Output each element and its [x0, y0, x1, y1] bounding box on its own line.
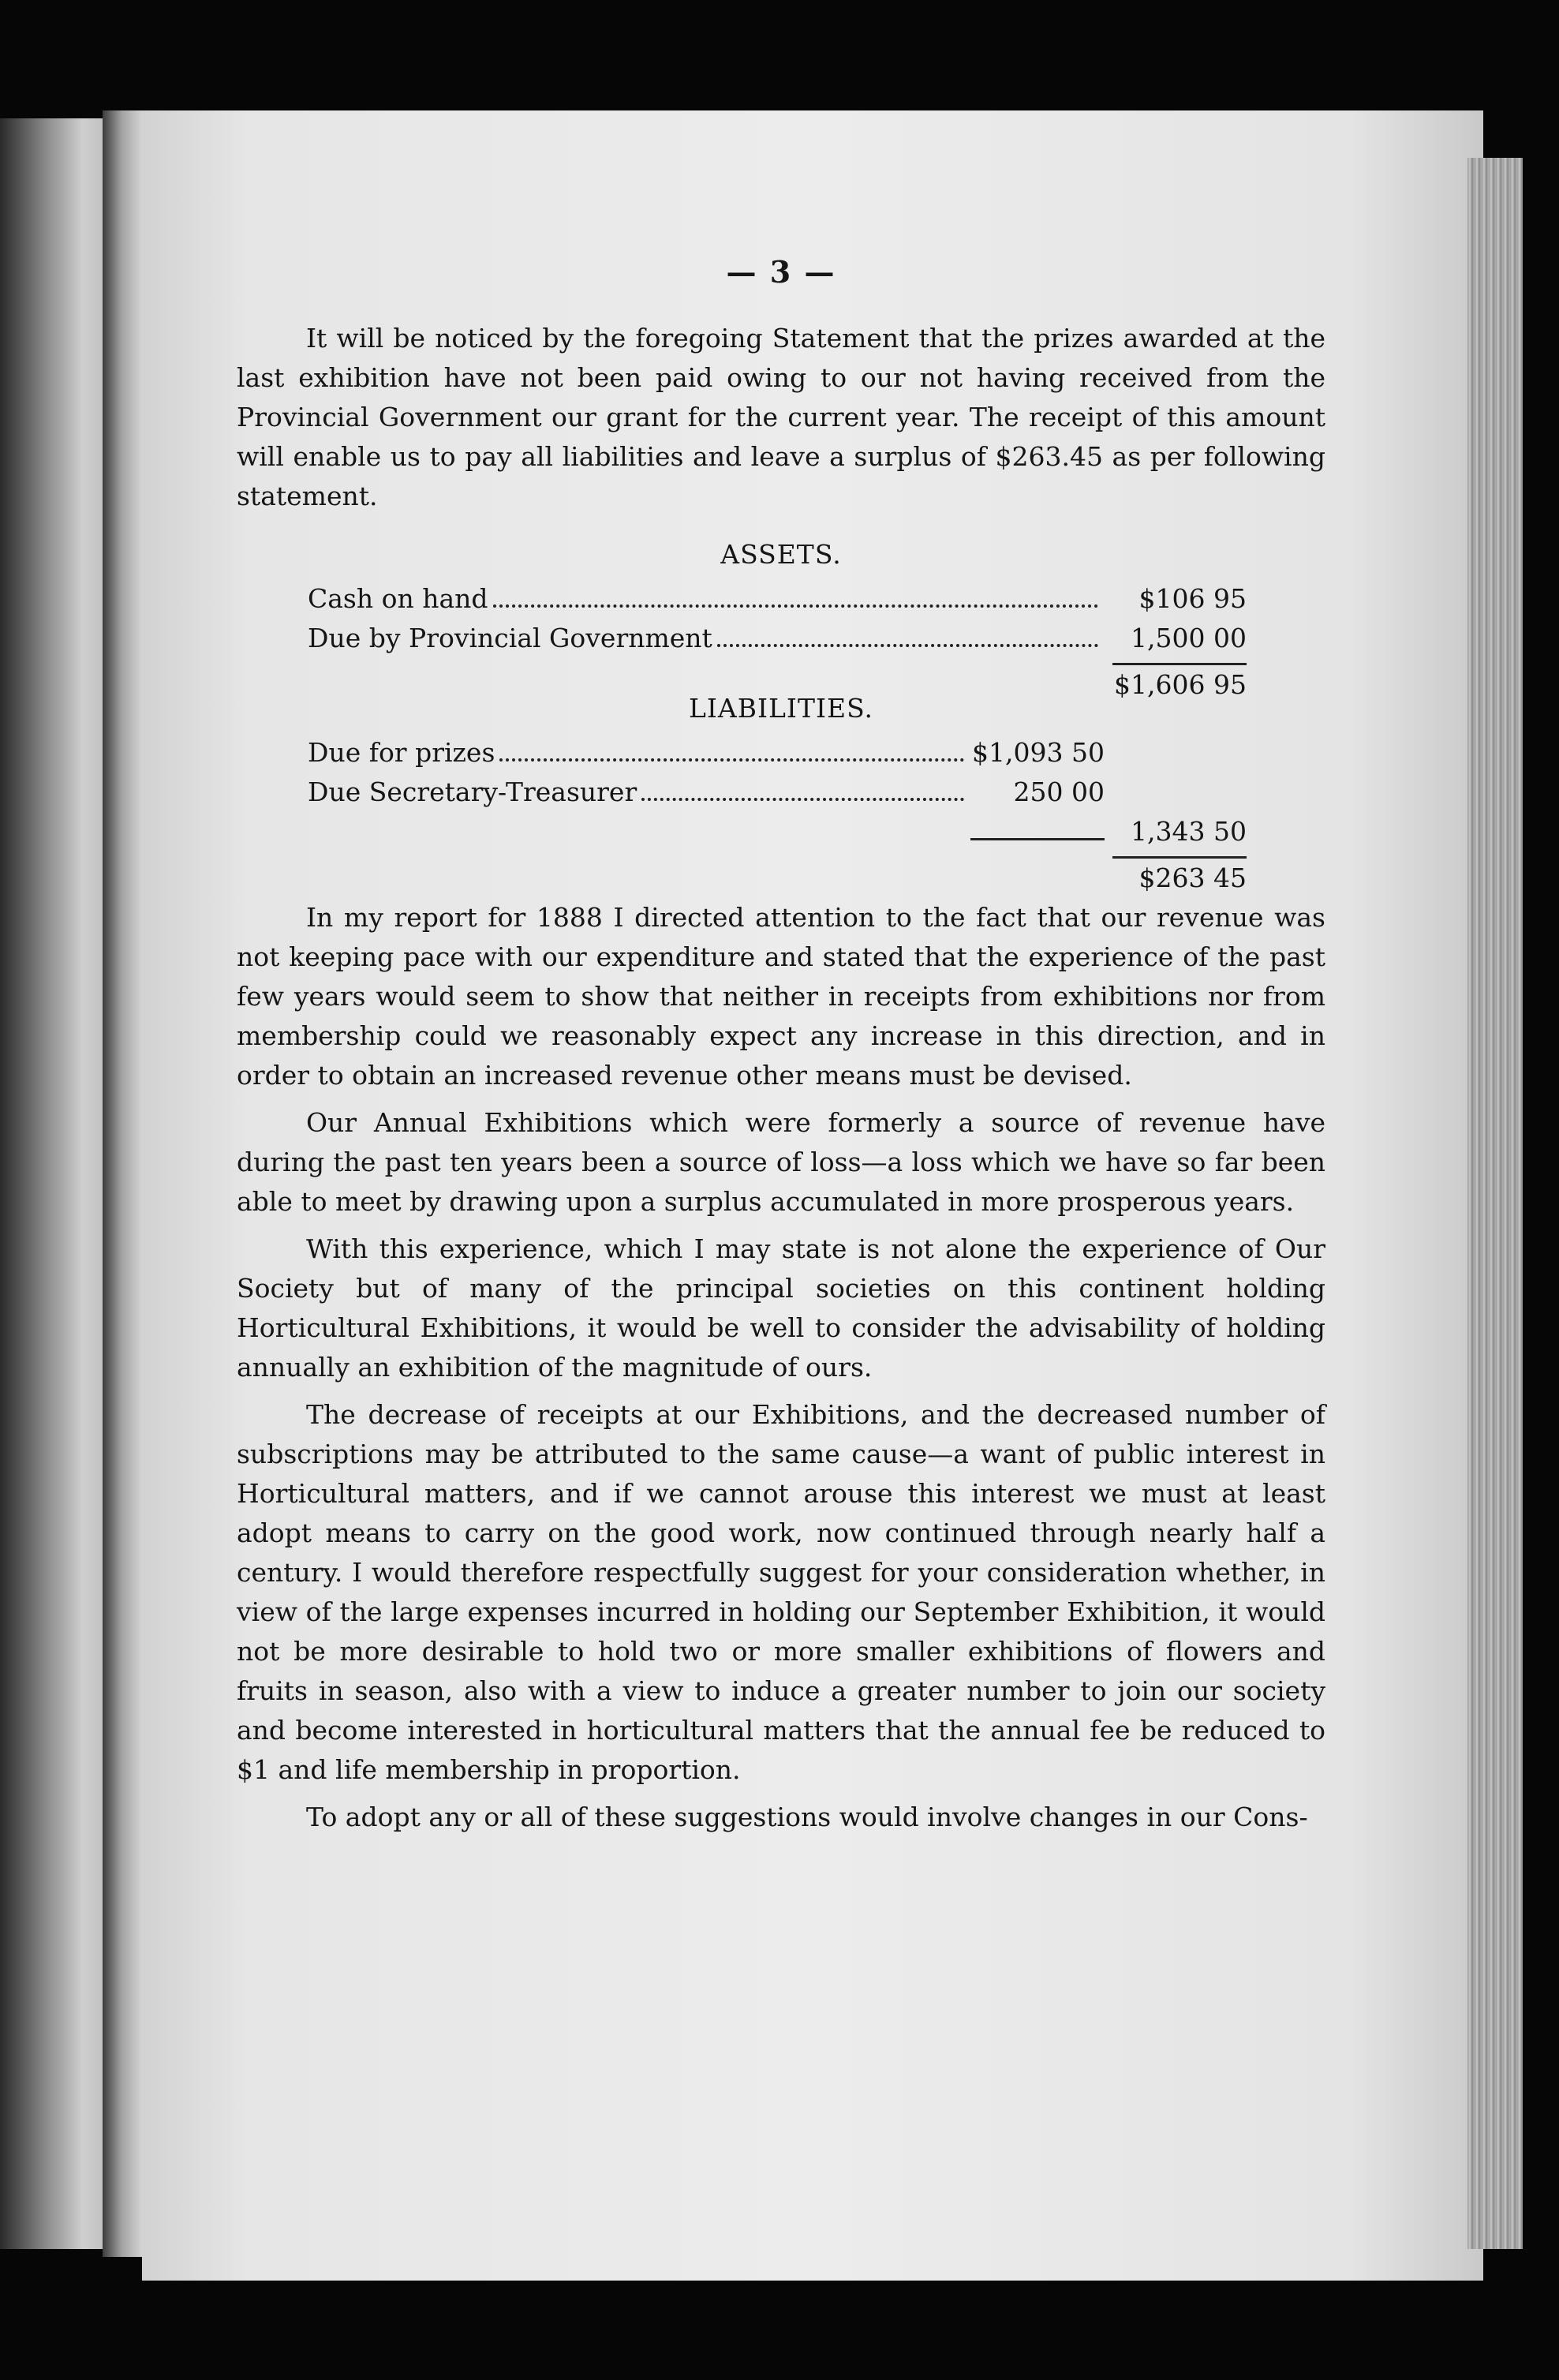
assets-heading: ASSETS. — [720, 539, 842, 570]
paragraph-annual-exhibitions: Our Annual Exhibitions which were formerly a source of revenue have during the past ten years been a source of loss—a loss which we have so far been able to meet by drawing upon a surplus accumulated in more prosperous years. — [237, 1107, 1325, 1217]
paragraph-experience: With this experience, which I may state is not alone the experience of Our Society but of many of the principal societies on this continent holding Horticultural Exhibitions, it would be well to consider the advisability of holding annually an exhibition of the magnitude of ours. — [237, 1233, 1325, 1383]
assets-ledger — [308, 579, 1247, 705]
assets-total: $1,606 95 — [1114, 669, 1247, 700]
paragraph-intro: It will be noticed by the foregoing Statement that the prizes awarded at the last exhibition have not been paid owing to our not having received from the Provincial Government our grant for the current year. The receipt of this amount will enable us to pay all liabilities and leave a surplus of $263.45 as per following statement. — [237, 323, 1325, 511]
dot-leader — [493, 604, 1098, 608]
surplus-row — [308, 859, 1247, 898]
book-gutter — [103, 110, 146, 2257]
ledger-amount: $1,093 50 — [972, 737, 1105, 768]
paragraph-decrease: The decrease of receipts at our Exhibitions, and the decreased number of subscriptions may be attributed to the same cause—a want of public interest in Horticultural matters, and if we cannot arouse this interest we must at least adopt means to carry on the good work, now continued through nearly half a century. I would therefore respectfully suggest for your consideration whether, in view of the large expenses incurred in holding our September Exhibition, it would not be more desirable to hold two or more smaller exhibitions of flowers and fruits in season, also with a view to induce a greater number to join our society and become interested in horticultural matters that the annual fee be reduced to $1 and life membership in proportion. — [237, 1399, 1325, 1785]
paragraph-report-1888: In my report for 1888 I directed attention to the fact that our revenue was not keeping pace with our expenditure and stated that the experience of the past few years would seem to show that neither in receipts from exhibitions nor from membership could we reasonably expect any increase in this direction, and in order to obtain an increased revenue other means must be devised. — [237, 902, 1325, 1091]
paragraph-adopt: To adopt any or all of these suggestions would involve changes in our Cons- — [306, 1802, 1308, 1832]
page-text — [237, 253, 1325, 1845]
liabilities-ledger — [308, 733, 1247, 898]
ledger-label: Due Secretary-Treasurer — [308, 776, 637, 807]
page-stack-edge — [1467, 158, 1523, 2249]
dot-leader — [717, 644, 1098, 647]
liabilities-heading: LIABILITIES. — [688, 693, 874, 724]
facing-page-edge — [0, 118, 118, 2249]
ledger-label: Due for prizes — [308, 737, 495, 768]
ledger-total-row — [308, 812, 1247, 851]
ledger-amount: 250 00 — [1013, 776, 1105, 807]
surplus-amount: $263 45 — [1138, 863, 1247, 893]
dot-leader — [641, 798, 964, 801]
sum-rule — [970, 838, 1105, 840]
ledger-amount: $106 95 — [1138, 583, 1247, 614]
ledger-amount: 1,500 00 — [1131, 623, 1247, 653]
ledger-label: Due by Provincial Government — [308, 623, 712, 653]
ledger-row — [308, 579, 1247, 619]
ledger-label: Cash on hand — [308, 583, 488, 614]
liabilities-total: 1,343 50 — [1131, 816, 1247, 847]
ledger-row — [308, 619, 1247, 658]
ledger-row — [308, 773, 1247, 812]
page-number: — 3 — — [726, 254, 836, 290]
dot-leader — [499, 758, 964, 762]
ledger-row — [308, 733, 1247, 773]
